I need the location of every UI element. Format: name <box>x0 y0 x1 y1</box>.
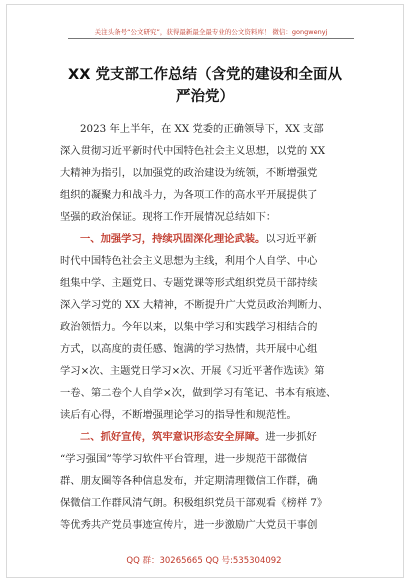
body-line: 深入学习党的 XX 大精神，不断提升广大党员政治判断力、 <box>60 299 329 311</box>
title-line: 严治党） <box>176 89 234 105</box>
body-line: 保微信工作群风清气朗。积极组织党员干部观看《榜样 7》 <box>60 497 328 509</box>
body-line: 坚强的政治保证。现将工作开展情况总结如下： <box>60 211 277 223</box>
body-line: 一卷、第二卷个人自学×次，做到学习有笔记、书本有痕迹、 <box>60 387 337 399</box>
section-lead-line <box>60 426 350 448</box>
title-line: XX 党支部工作总结（含党的建设和全面从 <box>68 67 342 83</box>
body-line: 大精神为指引，以加强党的政治建设为统领，不断增强党 <box>60 167 318 179</box>
section-heading: 一、加强学习，持续巩固深化理论武装。 <box>80 233 266 245</box>
body-line: 学习×次、主题党日学习×次、开展《习近平著作选读》第 <box>60 365 325 377</box>
body-line: 2023 年上半年，在 XX 党委的正确领导下，XX 支部 <box>80 123 324 135</box>
body-line: 读后有心得，不断增强理论学习的指导性和规范性。 <box>60 409 297 421</box>
section-lead-line <box>60 228 350 250</box>
footer-contact: QQ 群：30265665 QQ 号:535304092 <box>126 556 282 566</box>
body-line: 组集中学、主题党日、专题党课等形式组织党员干部持续 <box>60 277 318 289</box>
body-line: 方式，以高度的责任感、饱满的学习热情，共开展中心组 <box>60 343 318 355</box>
document-title <box>50 64 360 108</box>
header-banner: 关注头条号“公文研究”，获得最新最全最专业的公文资料库！ 微信：gongwenyj <box>68 26 354 39</box>
body-line: 政治领悟力。今年以来，以集中学习和实践学习相结合的 <box>60 321 318 333</box>
body-line: 群、朋友圈等各种信息发布，并定期清理微信工作群，确 <box>60 475 318 487</box>
body-line: 组织的凝聚力和战斗力，为各项工作的高水平开展提供了 <box>60 189 318 201</box>
section-lead-text: 进一步抓好 <box>265 431 317 443</box>
body-line: 深入贯彻习近平新时代中国特色社会主义思想，以党的 XX <box>60 145 326 157</box>
body-line: 时代中国特色社会主义思想为主线，利用个人自学、中心 <box>60 255 318 267</box>
body-line: 等优秀共产党员事迹宣传片，进一步激励广大党员干事创 <box>60 519 318 531</box>
body-line: “学习强国”等学习软件平台管理，进一步规范干部微信 <box>60 453 308 465</box>
section-lead-text: 以习近平新 <box>265 233 317 245</box>
section-heading: 二、抓好宣传，筑牢意识形态安全屏障。 <box>80 431 266 443</box>
